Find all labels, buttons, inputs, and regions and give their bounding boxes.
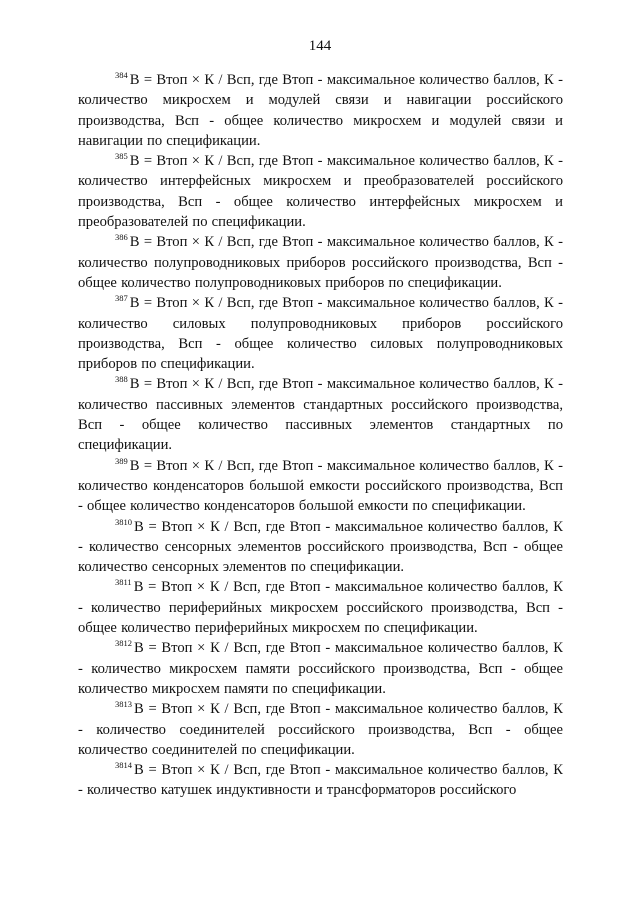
footnote-mark: 388	[115, 374, 128, 385]
footnote-mark: 387	[115, 293, 128, 304]
footnote-paragraph	[78, 760, 563, 801]
footnote-mark: 3813	[115, 699, 132, 710]
footnote-text: В = Втоп × К / Всп, где Втоп - максимальное количество баллов, К - количество пассивных элементов стандартных российского производства, Всп - общее количество пассивных элементов стандартных по спецификации.	[78, 376, 563, 454]
footnote-paragraph	[78, 456, 563, 517]
footnote-mark: 386	[115, 232, 128, 243]
footnote-mark: 385	[115, 151, 128, 162]
footnote-mark: 3811	[115, 577, 132, 588]
footnote-mark: 3810	[115, 516, 132, 527]
footnote-mark: 3812	[115, 638, 132, 649]
footnote-paragraph	[78, 577, 563, 638]
footnote-text: В = Втоп × К / Всп, где Втоп - максимальное количество баллов, К - количество микросхем и модулей связи и навигации российского производства, Всп - общее количество микросхем и модулей связи и навигации по спецификации.	[78, 72, 563, 149]
footnote-paragraph	[78, 374, 563, 455]
footnote-list	[78, 70, 563, 801]
footnote-paragraph	[78, 638, 563, 699]
footnote-text: В = Втоп × К / Всп, где Втоп - максимальное количество баллов, К - количество силовых полупроводниковых приборов российского производства, Всп - общее количество силовых полупроводниковых приборов по спецификации.	[78, 295, 563, 373]
page-number: 144	[308, 38, 332, 54]
footnote-text: В = Втоп × К / Всп, где Втоп - максимальное количество баллов, К - количество конденсаторов большой емкости российского производства, Всп - общее количество конденсаторов большой емкости по спецификации.	[78, 457, 563, 515]
footnote-paragraph	[78, 232, 563, 293]
footnote-text: В = Втоп × К / Всп, где Втоп - максимальное количество баллов, К - количество катушек индуктивности и трансформаторов российского	[78, 762, 563, 799]
footnote-mark: 384	[115, 70, 128, 80]
footnote-mark: 389	[115, 455, 128, 466]
footnote-text: В = Втоп × К / Всп, где Втоп - максимальное количество баллов, К - количество соединителей российского производства, Всп - общее количество соединителей по спецификации.	[78, 701, 563, 758]
footnote-paragraph	[78, 517, 563, 578]
footnote-paragraph	[78, 699, 563, 760]
footnote-text: В = Втоп × К / Всп, где Втоп - максимальное количество баллов, К - количество микросхем памяти российского производства, Всп - общее количество микросхем памяти по спецификации.	[78, 640, 563, 697]
footnote-text: В = Втоп × К / Всп, где Втоп - максимальное количество баллов, К - количество интерфейсных микросхем и преобразователей российского производства, Всп - общее количество интерфейсных микросхем и преобразователей по спецификации.	[78, 153, 563, 231]
footnote-paragraph	[78, 70, 563, 151]
footnote-text: В = Втоп × К / Всп, где Втоп - максимальное количество баллов, К - количество сенсорных элементов российского производства, Всп - общее количество сенсорных элементов по спецификации.	[78, 518, 563, 576]
footnote-paragraph	[78, 293, 563, 374]
footnote-mark: 3814	[115, 760, 132, 771]
footnote-text: В = Втоп × К / Всп, где Втоп - максимальное количество баллов, К - количество периферийных микросхем российского производства, Всп - общее количество периферийных микросхем по спецификации.	[78, 579, 563, 637]
footnote-paragraph	[78, 151, 563, 232]
footnote-text: В = Втоп × К / Всп, где Втоп - максимальное количество баллов, К - количество полупроводниковых приборов российского производства, Всп - общее количество полупроводниковых приборов по спецификации.	[78, 234, 563, 291]
